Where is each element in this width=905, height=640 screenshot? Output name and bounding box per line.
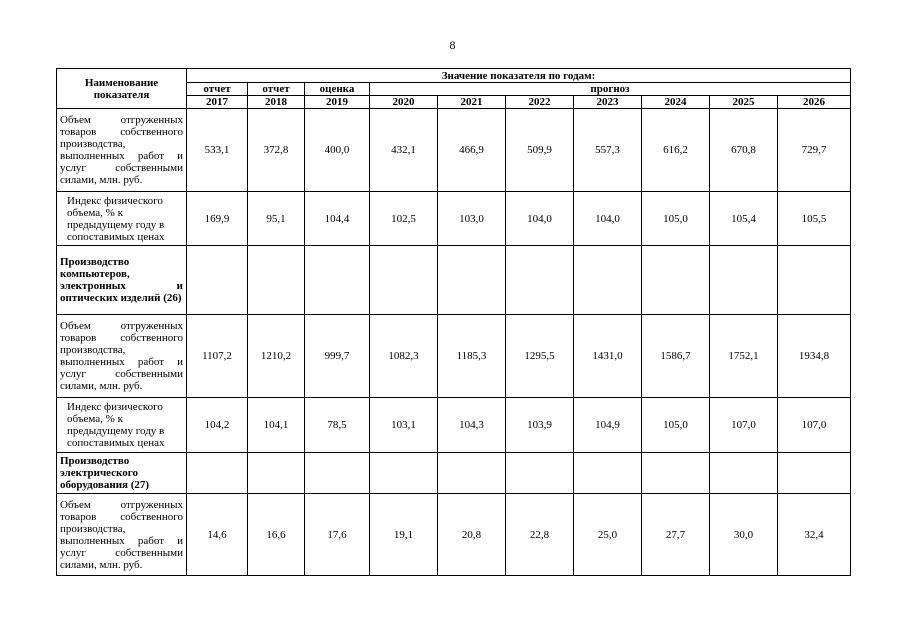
value-cell: 400,0 [305, 109, 370, 192]
section-name: Производство компьютеров, электронных и оптических изделий (26) [57, 246, 187, 315]
value-cell: 1431,0 [574, 315, 642, 398]
empty-cell [506, 453, 574, 494]
value-cell: 104,4 [305, 192, 370, 246]
value-cell: 169,9 [187, 192, 248, 246]
year-header: 2017 [187, 96, 248, 109]
empty-cell [642, 246, 710, 315]
value-cell: 17,6 [305, 494, 370, 576]
value-cell: 16,6 [248, 494, 305, 576]
value-cell: 22,8 [506, 494, 574, 576]
value-cell: 1934,8 [778, 315, 851, 398]
value-cell: 19,1 [370, 494, 438, 576]
empty-cell [778, 453, 851, 494]
value-cell: 78,5 [305, 398, 370, 453]
value-cell: 104,0 [574, 192, 642, 246]
value-cell: 32,4 [778, 494, 851, 576]
value-cell: 616,2 [642, 109, 710, 192]
value-cell: 14,6 [187, 494, 248, 576]
row-name: Индекс физического объема, % к предыдущему году в сопоставимых ценах [57, 192, 187, 246]
section-row [57, 453, 851, 494]
empty-cell [248, 453, 305, 494]
value-cell: 103,1 [370, 398, 438, 453]
empty-cell [574, 453, 642, 494]
table-row [57, 494, 851, 576]
value-cell: 1185,3 [438, 315, 506, 398]
value-cell: 1082,3 [370, 315, 438, 398]
value-cell: 509,9 [506, 109, 574, 192]
value-cell: 25,0 [574, 494, 642, 576]
section-row [57, 246, 851, 315]
value-cell: 466,9 [438, 109, 506, 192]
empty-cell [187, 453, 248, 494]
row-name: Объем отгруженных товаров собственного производства, выполненных работ и услуг собственными силами, млн. руб. [57, 494, 187, 576]
value-cell: 729,7 [778, 109, 851, 192]
empty-cell [778, 246, 851, 315]
value-cell: 1586,7 [642, 315, 710, 398]
value-cell: 103,0 [438, 192, 506, 246]
forecast-header: прогноз [370, 83, 851, 96]
empty-cell [370, 453, 438, 494]
value-cell: 1295,5 [506, 315, 574, 398]
values-group-header: Значение показателя по годам: [187, 69, 851, 83]
value-cell: 1752,1 [710, 315, 778, 398]
value-cell: 557,3 [574, 109, 642, 192]
value-cell: 107,0 [778, 398, 851, 453]
empty-cell [248, 246, 305, 315]
indicators-table [56, 68, 851, 576]
year-header: 2019 [305, 96, 370, 109]
value-cell: 105,5 [778, 192, 851, 246]
value-cell: 999,7 [305, 315, 370, 398]
value-cell: 95,1 [248, 192, 305, 246]
value-cell: 27,7 [642, 494, 710, 576]
empty-cell [438, 246, 506, 315]
value-cell: 533,1 [187, 109, 248, 192]
value-cell: 104,3 [438, 398, 506, 453]
value-cell: 1107,2 [187, 315, 248, 398]
value-cell: 104,0 [506, 192, 574, 246]
empty-cell [710, 246, 778, 315]
empty-cell [438, 453, 506, 494]
row-name: Объем отгруженных товаров собственного производства, выполненных работ и услуг собственными силами, млн. руб. [57, 109, 187, 192]
value-cell: 105,4 [710, 192, 778, 246]
type-header-2019: оценка [305, 83, 370, 96]
empty-cell [305, 246, 370, 315]
year-header: 2021 [438, 96, 506, 109]
empty-cell [574, 246, 642, 315]
year-header: 2026 [778, 96, 851, 109]
empty-cell [305, 453, 370, 494]
value-cell: 432,1 [370, 109, 438, 192]
value-cell: 104,2 [187, 398, 248, 453]
value-cell: 104,1 [248, 398, 305, 453]
year-header: 2020 [370, 96, 438, 109]
value-cell: 30,0 [710, 494, 778, 576]
empty-cell [370, 246, 438, 315]
value-cell: 670,8 [710, 109, 778, 192]
year-header: 2022 [506, 96, 574, 109]
value-cell: 102,5 [370, 192, 438, 246]
value-cell: 372,8 [248, 109, 305, 192]
page-number: 8 [449, 38, 456, 52]
section-name: Производство электрического оборудования (27) [57, 453, 187, 494]
empty-cell [187, 246, 248, 315]
table-row [57, 315, 851, 398]
value-cell: 1210,2 [248, 315, 305, 398]
value-cell: 20,8 [438, 494, 506, 576]
value-cell: 104,9 [574, 398, 642, 453]
value-cell: 107,0 [710, 398, 778, 453]
empty-cell [642, 453, 710, 494]
value-cell: 105,0 [642, 398, 710, 453]
year-header: 2025 [710, 96, 778, 109]
row-name: Объем отгруженных товаров собственного производства, выполненных работ и услуг собственными силами, млн. руб. [57, 315, 187, 398]
value-cell: 105,0 [642, 192, 710, 246]
type-header-2018: отчет [248, 83, 305, 96]
table-row [57, 109, 851, 192]
empty-cell [506, 246, 574, 315]
year-header: 2023 [574, 96, 642, 109]
type-header-2017: отчет [187, 83, 248, 96]
year-header: 2024 [642, 96, 710, 109]
table-row [57, 398, 851, 453]
value-cell: 103,9 [506, 398, 574, 453]
table-row [57, 192, 851, 246]
empty-cell [710, 453, 778, 494]
row-name: Индекс физического объема, % к предыдущему году в сопоставимых ценах [57, 398, 187, 453]
year-header: 2018 [248, 96, 305, 109]
name-column-header: Наименование показателя [57, 69, 187, 109]
